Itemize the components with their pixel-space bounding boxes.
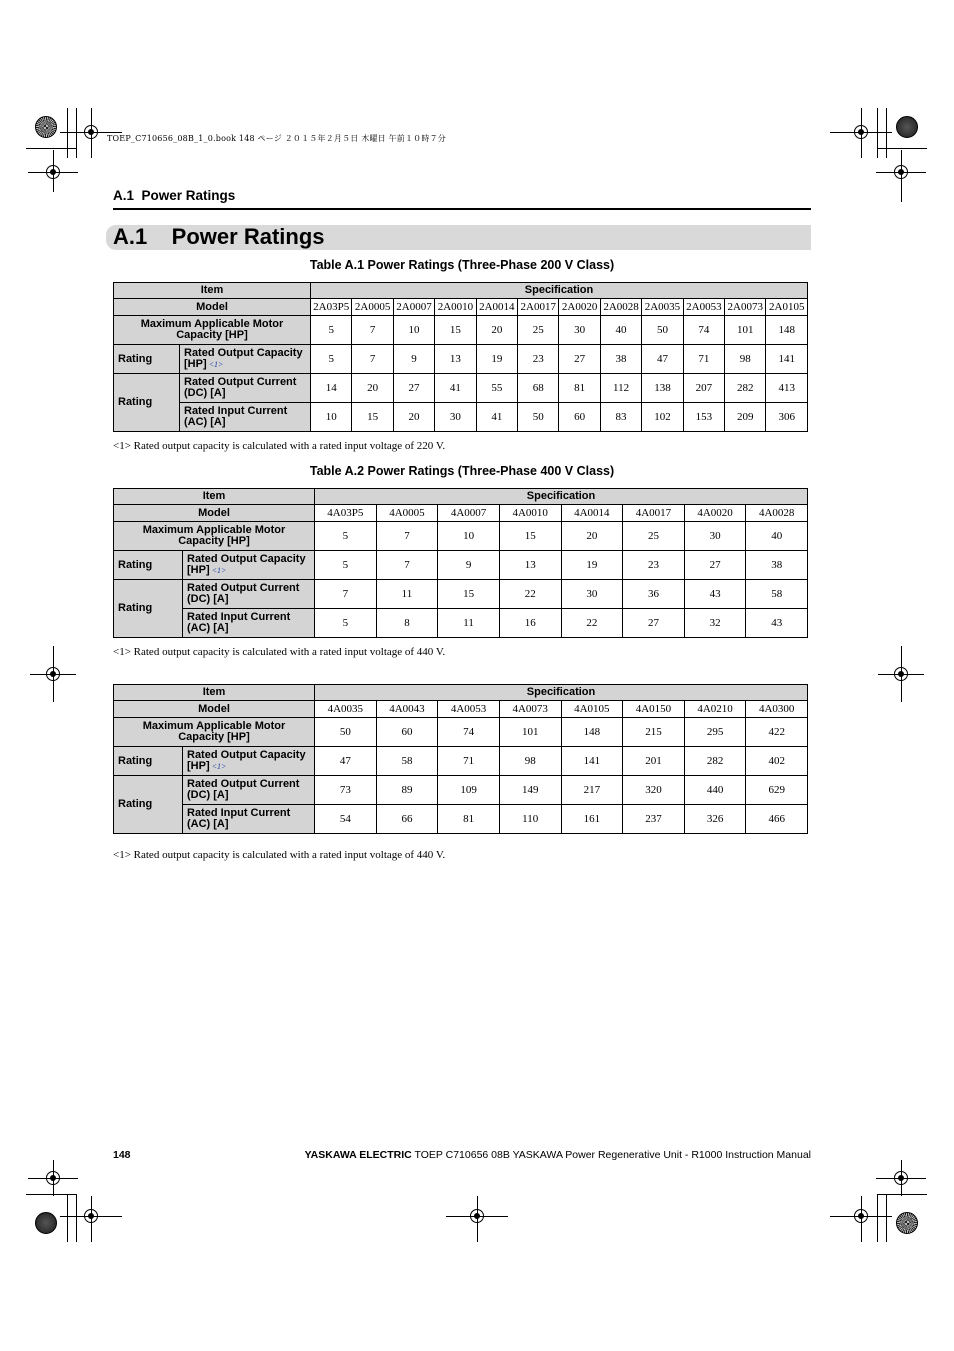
value-cell: 23	[518, 345, 559, 374]
registration-mark-icon	[894, 667, 908, 681]
value-cell: 101	[725, 316, 766, 345]
value-cell: 58	[376, 747, 438, 776]
model-cell: 4A0105	[561, 701, 623, 718]
rated-output-capacity-row	[114, 747, 808, 776]
rated-input-current-row	[114, 403, 808, 432]
value-cell: 9	[438, 551, 500, 580]
value-cell: 71	[683, 345, 724, 374]
max-motor-label: Maximum Applicable Motor Capacity [HP]	[114, 522, 315, 551]
value-cell: 282	[684, 747, 746, 776]
model-cell: 2A0007	[393, 299, 434, 316]
value-cell: 215	[623, 718, 685, 747]
registration-mark-icon	[894, 165, 908, 179]
value-cell: 148	[766, 316, 808, 345]
rated-output-current-row	[114, 776, 808, 805]
value-cell: 326	[684, 805, 746, 834]
rating-label: Rating	[114, 374, 180, 432]
value-cell: 7	[315, 580, 377, 609]
value-cell: 20	[476, 316, 517, 345]
registration-mark-icon	[470, 1209, 484, 1223]
rated-output-capacity-text: Rated Output Capacity [HP]	[187, 553, 306, 576]
registration-mark-icon	[894, 1171, 908, 1185]
model-cell: 4A0073	[499, 701, 561, 718]
model-cell: 2A0035	[642, 299, 683, 316]
value-cell: 43	[746, 609, 808, 638]
value-cell: 7	[352, 345, 393, 374]
model-cell: 4A0005	[376, 505, 438, 522]
rated-output-capacity-row	[114, 551, 808, 580]
item-header: Item	[114, 685, 315, 701]
max-motor-row	[114, 316, 808, 345]
value-cell: 74	[438, 718, 500, 747]
value-cell: 141	[766, 345, 808, 374]
value-cell: 102	[642, 403, 683, 432]
rated-output-capacity-label	[183, 747, 315, 776]
value-cell: 422	[746, 718, 808, 747]
value-cell: 11	[376, 580, 438, 609]
rating-label: Rating	[114, 580, 183, 638]
value-cell: 81	[438, 805, 500, 834]
specification-header: Specification	[315, 685, 808, 701]
note-reference-link[interactable]: <1>	[211, 762, 227, 771]
value-cell: 60	[376, 718, 438, 747]
value-cell: 98	[499, 747, 561, 776]
rated-output-current-label: Rated Output Current (DC) [A]	[180, 374, 311, 403]
rating-label: Rating	[114, 747, 183, 776]
value-cell: 55	[476, 374, 517, 403]
value-cell: 209	[725, 403, 766, 432]
value-cell: 5	[311, 316, 352, 345]
model-cell: 4A0150	[623, 701, 685, 718]
model-cell: 2A0020	[559, 299, 600, 316]
value-cell: 466	[746, 805, 808, 834]
value-cell: 27	[393, 374, 434, 403]
running-head: A.1 Power Ratings	[113, 188, 236, 203]
color-bar-icon	[35, 116, 57, 138]
value-cell: 74	[683, 316, 724, 345]
value-cell: 66	[376, 805, 438, 834]
model-cell: 2A0010	[435, 299, 476, 316]
registration-mark-icon	[84, 1209, 98, 1223]
value-cell: 5	[311, 345, 352, 374]
value-cell: 15	[438, 580, 500, 609]
color-bar-icon	[896, 1212, 918, 1234]
value-cell: 19	[561, 551, 623, 580]
value-cell: 402	[746, 747, 808, 776]
value-cell: 38	[746, 551, 808, 580]
registration-mark-icon	[46, 165, 60, 179]
value-cell: 20	[393, 403, 434, 432]
value-cell: 30	[684, 522, 746, 551]
value-cell: 58	[746, 580, 808, 609]
value-cell: 71	[438, 747, 500, 776]
rated-output-current-row	[114, 580, 808, 609]
item-header: Item	[114, 283, 311, 299]
value-cell: 41	[435, 374, 476, 403]
value-cell: 27	[559, 345, 600, 374]
value-cell: 295	[684, 718, 746, 747]
value-cell: 629	[746, 776, 808, 805]
registration-mark-icon	[854, 125, 868, 139]
model-label: Model	[114, 299, 311, 316]
model-row	[114, 701, 808, 718]
value-cell: 110	[499, 805, 561, 834]
value-cell: 13	[499, 551, 561, 580]
value-cell: 36	[623, 580, 685, 609]
value-cell: 141	[561, 747, 623, 776]
value-cell: 15	[435, 316, 476, 345]
value-cell: 7	[376, 522, 438, 551]
model-row	[114, 299, 808, 316]
value-cell: 32	[684, 609, 746, 638]
value-cell: 13	[435, 345, 476, 374]
value-cell: 10	[393, 316, 434, 345]
value-cell: 47	[315, 747, 377, 776]
model-cell: 4A0010	[499, 505, 561, 522]
value-cell: 43	[684, 580, 746, 609]
value-cell: 20	[561, 522, 623, 551]
value-cell: 19	[476, 345, 517, 374]
max-motor-label: Maximum Applicable Motor Capacity [HP]	[114, 316, 311, 345]
power-ratings-table-200v	[113, 282, 808, 432]
max-motor-row	[114, 718, 808, 747]
value-cell: 153	[683, 403, 724, 432]
model-row	[114, 505, 808, 522]
value-cell: 60	[559, 403, 600, 432]
page-footer	[300, 1149, 811, 1161]
value-cell: 68	[518, 374, 559, 403]
model-cell: 4A0043	[376, 701, 438, 718]
model-cell: 4A0300	[746, 701, 808, 718]
rating-label: Rating	[114, 345, 180, 374]
model-cell: 4A03P5	[315, 505, 377, 522]
max-motor-row	[114, 522, 808, 551]
table-footnote: <1> Rated output capacity is calculated with a rated input voltage of 220 V.	[113, 440, 446, 452]
value-cell: 201	[623, 747, 685, 776]
value-cell: 149	[499, 776, 561, 805]
rated-output-capacity-text: Rated Output Capacity [HP]	[187, 749, 306, 772]
model-cell: 4A0014	[561, 505, 623, 522]
rated-input-current-row	[114, 609, 808, 638]
value-cell: 50	[518, 403, 559, 432]
section-title: A.1 Power Ratings	[113, 224, 325, 249]
specification-header: Specification	[315, 489, 808, 505]
value-cell: 15	[499, 522, 561, 551]
model-cell: 2A0028	[600, 299, 641, 316]
value-cell: 5	[315, 551, 377, 580]
value-cell: 10	[311, 403, 352, 432]
table-caption: Table A.1 Power Ratings (Three-Phase 200 V Class)	[309, 258, 615, 272]
value-cell: 73	[315, 776, 377, 805]
value-cell: 30	[561, 580, 623, 609]
value-cell: 23	[623, 551, 685, 580]
table-footnote: <1> Rated output capacity is calculated with a rated input voltage of 440 V.	[113, 849, 446, 861]
value-cell: 89	[376, 776, 438, 805]
item-header: Item	[114, 489, 315, 505]
value-cell: 7	[376, 551, 438, 580]
model-cell: 4A0007	[438, 505, 500, 522]
power-ratings-table-400v-a	[113, 488, 808, 638]
value-cell: 112	[600, 374, 641, 403]
model-cell: 2A0014	[476, 299, 517, 316]
table-footnote: <1> Rated output capacity is calculated with a rated input voltage of 440 V.	[113, 646, 446, 658]
value-cell: 14	[311, 374, 352, 403]
model-cell: 4A0053	[438, 701, 500, 718]
rated-output-capacity-label	[183, 551, 315, 580]
value-cell: 25	[623, 522, 685, 551]
rated-output-capacity-row	[114, 345, 808, 374]
rating-label: Rating	[114, 776, 183, 834]
rated-input-current-row	[114, 805, 808, 834]
value-cell: 237	[623, 805, 685, 834]
model-cell: 2A03P5	[311, 299, 352, 316]
power-ratings-table-400v-b	[113, 684, 808, 834]
value-cell: 50	[315, 718, 377, 747]
model-cell: 2A0053	[683, 299, 724, 316]
value-cell: 5	[315, 522, 377, 551]
value-cell: 98	[725, 345, 766, 374]
rated-output-current-label: Rated Output Current (DC) [A]	[183, 776, 315, 805]
model-cell: 4A0210	[684, 701, 746, 718]
print-header-line: TOEP_C710656_08B_1_0.book 148 ページ ２０１５年２月５日 木曜日 午前１０時７分	[107, 134, 446, 143]
value-cell: 109	[438, 776, 500, 805]
model-cell: 2A0005	[352, 299, 393, 316]
value-cell: 306	[766, 403, 808, 432]
note-reference-link[interactable]: <1>	[208, 360, 224, 369]
model-cell: 2A0073	[725, 299, 766, 316]
value-cell: 320	[623, 776, 685, 805]
rated-input-current-label: Rated Input Current (AC) [A]	[180, 403, 311, 432]
value-cell: 148	[561, 718, 623, 747]
note-reference-link[interactable]: <1>	[211, 566, 227, 575]
footer-brand: YASKAWA ELECTRIC	[304, 1149, 412, 1161]
value-cell: 22	[499, 580, 561, 609]
value-cell: 40	[600, 316, 641, 345]
footer-manual-title: TOEP C710656 08B YASKAWA Power Regenerative Unit - R1000 Instruction Manual	[414, 1149, 811, 1161]
registration-mark-icon	[46, 667, 60, 681]
value-cell: 41	[476, 403, 517, 432]
rated-input-current-label: Rated Input Current (AC) [A]	[183, 609, 315, 638]
value-cell: 30	[559, 316, 600, 345]
color-bar-icon	[896, 116, 918, 138]
value-cell: 50	[642, 316, 683, 345]
value-cell: 25	[518, 316, 559, 345]
value-cell: 207	[683, 374, 724, 403]
rated-input-current-label: Rated Input Current (AC) [A]	[183, 805, 315, 834]
model-cell: 4A0020	[684, 505, 746, 522]
value-cell: 30	[435, 403, 476, 432]
model-cell: 2A0105	[766, 299, 808, 316]
value-cell: 8	[376, 609, 438, 638]
section-title-band	[106, 225, 811, 250]
value-cell: 5	[315, 609, 377, 638]
specification-header: Specification	[311, 283, 808, 299]
value-cell: 40	[746, 522, 808, 551]
rated-output-current-row	[114, 374, 808, 403]
value-cell: 27	[684, 551, 746, 580]
value-cell: 15	[352, 403, 393, 432]
model-cell: 4A0028	[746, 505, 808, 522]
rating-label: Rating	[114, 551, 183, 580]
value-cell: 16	[499, 609, 561, 638]
value-cell: 101	[499, 718, 561, 747]
rated-output-capacity-label	[180, 345, 311, 374]
value-cell: 7	[352, 316, 393, 345]
max-motor-label: Maximum Applicable Motor Capacity [HP]	[114, 718, 315, 747]
value-cell: 161	[561, 805, 623, 834]
value-cell: 282	[725, 374, 766, 403]
value-cell: 11	[438, 609, 500, 638]
value-cell: 217	[561, 776, 623, 805]
value-cell: 47	[642, 345, 683, 374]
value-cell: 440	[684, 776, 746, 805]
page-number: 148	[113, 1149, 131, 1161]
value-cell: 54	[315, 805, 377, 834]
color-bar-icon	[35, 1212, 57, 1234]
value-cell: 38	[600, 345, 641, 374]
running-head-rule	[113, 208, 811, 210]
model-label: Model	[114, 701, 315, 718]
value-cell: 20	[352, 374, 393, 403]
model-cell: 4A0017	[623, 505, 685, 522]
rated-output-capacity-text: Rated Output Capacity [HP]	[184, 347, 303, 370]
value-cell: 27	[623, 609, 685, 638]
value-cell: 83	[600, 403, 641, 432]
registration-mark-icon	[46, 1171, 60, 1185]
model-cell: 2A0017	[518, 299, 559, 316]
value-cell: 81	[559, 374, 600, 403]
table-caption: Table A.2 Power Ratings (Three-Phase 400 V Class)	[309, 464, 615, 478]
value-cell: 413	[766, 374, 808, 403]
registration-mark-icon	[84, 125, 98, 139]
rated-output-current-label: Rated Output Current (DC) [A]	[183, 580, 315, 609]
registration-mark-icon	[854, 1209, 868, 1223]
value-cell: 10	[438, 522, 500, 551]
model-cell: 4A0035	[315, 701, 377, 718]
model-label: Model	[114, 505, 315, 522]
value-cell: 22	[561, 609, 623, 638]
value-cell: 138	[642, 374, 683, 403]
value-cell: 9	[393, 345, 434, 374]
